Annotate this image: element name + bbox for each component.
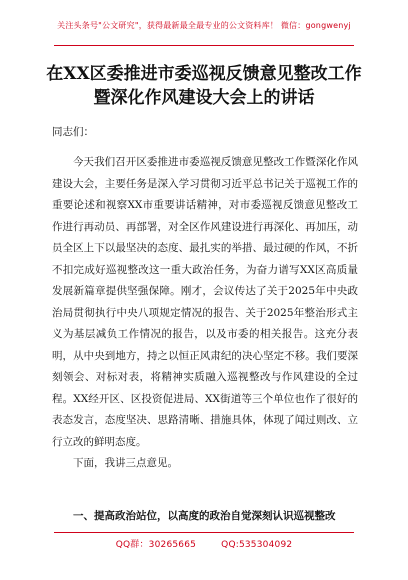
greeting: 同志们： (52, 126, 94, 138)
section-heading: 一、提高政治站位，以高度的政治自觉深刻认识巡视整改 (73, 510, 336, 522)
footer-qq-number: QQ:535304092 (221, 540, 293, 550)
document-title: 在XX区委推进市委巡视反馈意见整改工作暨深化作风建设大会上的讲话 (46, 64, 362, 108)
document-body (52, 152, 358, 475)
header-divider (54, 45, 354, 46)
header-promo-note: 关注头条号"公文研究"，获得最新最全最专业的公文资料库！ 微信：gongwenyj (57, 21, 351, 30)
body-paragraph: 今天我们召开区委推进市委巡视反馈意见整改工作暨深化作风建设大会，主要任务是深入学习贯彻习近平总书记关于巡视工作的重要论述和视察XX市重要讲话精神，对市委巡视反馈意见整改工作进行再动员、再部署，对全区作风建设进行再深化、再加压，动员全区上下以最坚决的态度、最扎实的举措、最过硬的作风，不折不扣完成好巡视整改这一重大政治任务，为奋力谱写XX区高质量发展新篇章提供坚强保障。刚才，会议传达了关于2025年中央政治局贯彻执行中央八项规定情况的报告、关于2025年整治形式主义为基层减负工作情况的报告，以及市委的相关报告。这充分表明，从中央到地方，持之以恒正风肃纪的决心坚定不移。我们要深刻领会、对标对表，将精神实质融入巡视整改与作风建设的全过程。XX经开区、区投资促进局、XX街道等三个单位也作了很好的表态发言，态度坚决、思路清晰、措施具体，体现了闻过则改、立行立改的鲜明态度。 (52, 156, 358, 448)
footer-divider (54, 532, 354, 533)
footer-qq-group: QQ群：30265665 (115, 540, 197, 550)
body-paragraph: 下面，我讲三点意见。 (73, 457, 178, 469)
footer-contact (0, 537, 408, 550)
